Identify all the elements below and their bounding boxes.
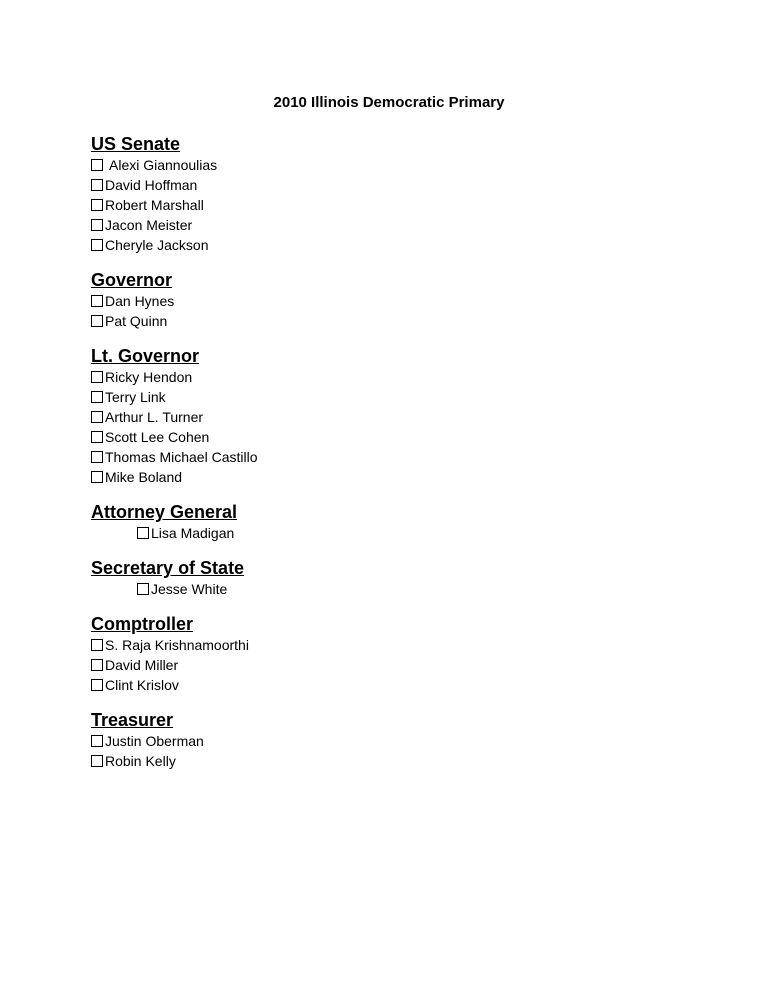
checkbox-icon[interactable] [91, 735, 103, 747]
office-section [91, 709, 258, 771]
candidate-name: Scott Lee Cohen [105, 429, 210, 445]
checkbox-icon[interactable] [91, 199, 103, 211]
candidate-item [91, 367, 258, 387]
candidate-name: Pat Quinn [105, 313, 168, 329]
checkbox-icon[interactable] [91, 431, 103, 443]
checkbox-icon[interactable] [91, 639, 103, 651]
candidate-item [91, 635, 258, 655]
candidate-name: Alexi Giannoulias [109, 157, 218, 173]
candidate-name: Robin Kelly [105, 753, 176, 769]
candidate-item [91, 195, 258, 215]
checkbox-icon[interactable] [91, 295, 103, 307]
checkbox-icon[interactable] [91, 371, 103, 383]
office-heading: US Senate [91, 134, 181, 154]
office-heading: Treasurer [91, 710, 174, 730]
document-title: 2010 Illinois Democratic Primary [273, 94, 505, 111]
checkbox-icon[interactable] [91, 391, 103, 403]
checkbox-icon[interactable] [91, 659, 103, 671]
office-heading: Governor [91, 270, 173, 290]
candidate-item [91, 427, 258, 447]
candidate-item [91, 387, 258, 407]
candidate-name: Mike Boland [105, 469, 183, 485]
office-section [91, 613, 258, 695]
candidate-name: Arthur L. Turner [105, 409, 204, 425]
checkbox-icon[interactable] [91, 679, 103, 691]
candidate-item [91, 155, 258, 175]
candidate-name: Jacon Meister [105, 217, 193, 233]
candidate-item [91, 467, 258, 487]
candidate-item [91, 407, 258, 427]
checkbox-icon[interactable] [91, 411, 103, 423]
checkbox-icon[interactable] [91, 159, 103, 171]
candidate-name: David Hoffman [105, 177, 198, 193]
checkbox-icon[interactable] [91, 755, 103, 767]
candidate-item [91, 291, 258, 311]
candidate-item [91, 175, 258, 195]
office-heading: Lt. Governor [91, 346, 200, 366]
candidate-item [91, 731, 258, 751]
checkbox-icon[interactable] [137, 527, 149, 539]
candidate-item [91, 523, 258, 543]
checkbox-icon[interactable] [91, 219, 103, 231]
candidate-item [91, 655, 258, 675]
candidate-name: Cheryle Jackson [105, 237, 209, 253]
checkbox-icon[interactable] [91, 471, 103, 483]
candidate-item [91, 215, 258, 235]
candidate-name: Dan Hynes [105, 293, 175, 309]
candidate-name: S. Raja Krishnamoorthi [105, 637, 249, 653]
office-section [91, 269, 258, 331]
candidate-name: Ricky Hendon [105, 369, 193, 385]
office-section [91, 133, 258, 255]
checkbox-icon[interactable] [91, 239, 103, 251]
candidate-name: David Miller [105, 657, 179, 673]
office-section [91, 345, 258, 487]
office-section [91, 557, 258, 599]
office-heading: Secretary of State [91, 558, 245, 578]
candidate-name: Justin Oberman [105, 733, 204, 749]
candidate-name: Thomas Michael Castillo [105, 449, 258, 465]
candidate-item [91, 235, 258, 255]
candidate-item [91, 447, 258, 467]
checkbox-icon[interactable] [91, 179, 103, 191]
candidate-name: Terry Link [105, 389, 166, 405]
office-heading: Comptroller [91, 614, 194, 634]
candidate-name: Lisa Madigan [151, 525, 235, 541]
candidate-name: Robert Marshall [105, 197, 204, 213]
checkbox-icon[interactable] [91, 315, 103, 327]
office-heading: Attorney General [91, 502, 238, 522]
checkbox-icon[interactable] [91, 451, 103, 463]
candidate-item [91, 675, 258, 695]
candidate-name: Clint Krislov [105, 677, 179, 693]
candidate-name: Jesse White [151, 581, 228, 597]
candidate-item [91, 311, 258, 331]
candidate-item [91, 579, 258, 599]
checkbox-icon[interactable] [137, 583, 149, 595]
candidate-item [91, 751, 258, 771]
office-section [91, 501, 258, 543]
ballot-content [91, 133, 258, 771]
